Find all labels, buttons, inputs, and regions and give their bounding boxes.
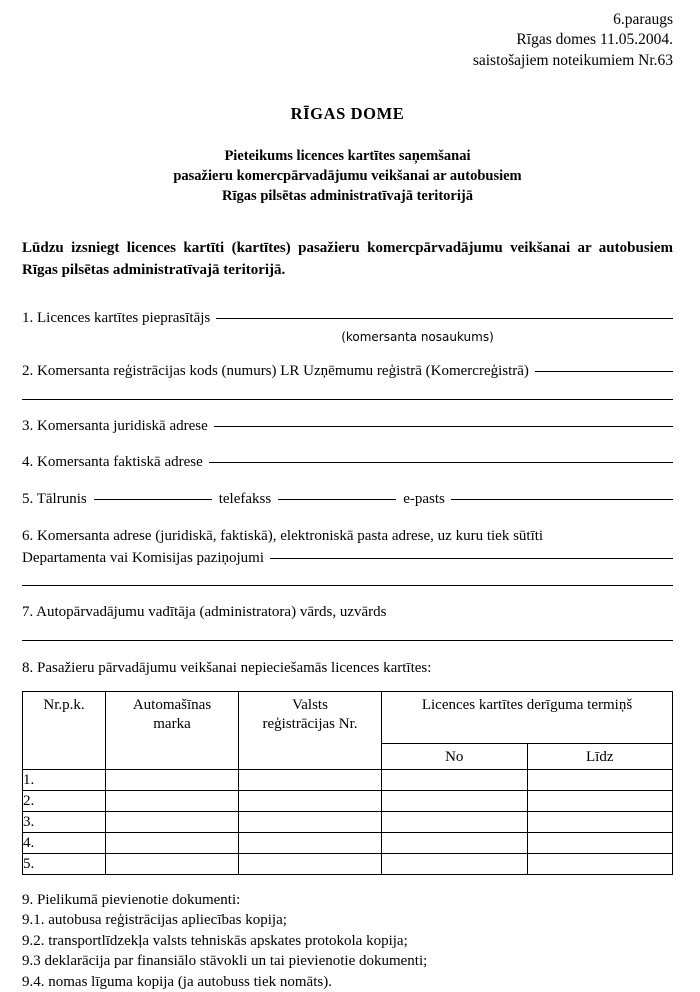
table-cell-registration-number[interactable]	[239, 833, 382, 854]
field-item-5-fax-label: telefakss	[218, 490, 272, 507]
field-item-7-input-line[interactable]	[22, 640, 673, 641]
field-item-5-label: 5. Tālrunis	[22, 490, 87, 507]
table-cell-validity-to[interactable]	[527, 854, 673, 875]
attachment-item: 9.4. nomas līguma kopija (ja autobuss tiek nomāts).	[22, 973, 332, 990]
table-cell-validity-from[interactable]	[382, 791, 528, 812]
table-row-number: 5.	[23, 854, 106, 875]
form-title	[22, 146, 673, 206]
table-row-number: 1.	[23, 770, 106, 791]
field-item-2	[22, 362, 673, 382]
field-item-6-line-1: 6. Komersanta adrese (juridiskā, faktiskā), elektroniskā pasta adrese, uz kuru tiek sūtīti	[22, 528, 544, 545]
reference-regulation-number: saistošajiem noteikumiem Nr.63	[472, 51, 673, 69]
table-cell-vehicle-make[interactable]	[106, 833, 239, 854]
table-cell-registration-number[interactable]	[239, 812, 382, 833]
table-cell-registration-number[interactable]	[239, 854, 382, 875]
table-row[interactable]	[23, 812, 673, 833]
reference-decision-date: Rīgas domes 11.05.2004.	[516, 31, 673, 49]
table-row[interactable]	[23, 854, 673, 875]
form-title-line-3: Rīgas pilsētas administratīvajā teritorijā	[222, 188, 473, 205]
organization-title: RĪGAS DOME	[290, 104, 405, 124]
field-item-5-email-label: e-pasts	[403, 490, 445, 507]
field-item-3-input-line[interactable]	[214, 426, 673, 427]
field-item-2-label: 2. Komersanta reģistrācijas kods (numurs) LR Uzņēmumu reģistrā (Komercreģistrā)	[22, 363, 529, 380]
field-item-5-email-input-line[interactable]	[451, 499, 673, 500]
table-cell-vehicle-make[interactable]	[106, 791, 239, 812]
table-cell-validity-to[interactable]	[527, 770, 673, 791]
table-cell-validity-from[interactable]	[382, 812, 528, 833]
table-header-vehicle-make	[106, 692, 239, 770]
table-cell-validity-to[interactable]	[527, 812, 673, 833]
table-cell-vehicle-make[interactable]	[106, 854, 239, 875]
reference-sample-number: 6.paraugs	[613, 11, 673, 28]
table-cell-registration-number[interactable]	[239, 770, 382, 791]
field-item-7-label: 7. Autopārvadājumu vadītāja (administratora) vārds, uzvārds	[22, 604, 387, 621]
table-header-validity-from: No	[382, 744, 528, 770]
field-item-4-input-line[interactable]	[209, 462, 673, 463]
table-body	[23, 770, 673, 875]
field-item-3-label: 3. Komersanta juridiskā adrese	[22, 417, 208, 434]
table-row-number: 3.	[23, 812, 106, 833]
form-title-line-2: pasažieru komercpārvadājumu veikšanai ar autobusiem	[173, 168, 522, 185]
table-cell-validity-from[interactable]	[382, 854, 528, 875]
field-item-6	[22, 526, 673, 586]
field-item-6-input-line[interactable]	[270, 558, 673, 559]
field-item-1-caption: (komersanta nosaukums)	[341, 330, 494, 345]
field-item-8	[22, 659, 673, 679]
attachments-section	[22, 890, 673, 992]
field-item-7	[22, 603, 673, 623]
attachment-item: 9.3 deklarācija par finansiālo stāvokli un tai pievienotie dokumenti;	[22, 953, 428, 970]
table-cell-validity-from[interactable]	[382, 770, 528, 791]
table-header-nr: Nr.p.k.	[23, 692, 106, 770]
table-cell-registration-number[interactable]	[239, 791, 382, 812]
form-title-line-1: Pieteikums licences kartītes saņemšanai	[224, 148, 471, 165]
table-header-validity-term: Licences kartītes derīguma termiņš	[382, 692, 673, 744]
attachments-title: 9. Pielikumā pievienotie dokumenti:	[22, 892, 241, 909]
table-row[interactable]	[23, 791, 673, 812]
table-header-row-main	[23, 692, 673, 744]
field-item-5	[22, 490, 673, 510]
field-item-4	[22, 453, 673, 473]
table-cell-vehicle-make[interactable]	[106, 770, 239, 791]
table-cell-validity-to[interactable]	[527, 791, 673, 812]
field-item-8-label: 8. Pasažieru pārvadājumu veikšanai nepieciešamās licences kartītes:	[22, 659, 432, 676]
table-header-registration-number	[239, 692, 382, 770]
attachment-item: 9.1. autobusa reģistrācijas apliecības kopija;	[22, 912, 287, 929]
field-item-2-continuation-line[interactable]	[22, 399, 673, 400]
table-header-registration-number-line-2: reģistrācijas Nr.	[262, 715, 358, 732]
licence-cards-table	[22, 691, 673, 875]
attachment-item: 9.2. transportlīdzekļa valsts tehniskās apskates protokola kopija;	[22, 932, 408, 949]
document-reference-header	[22, 10, 673, 71]
table-cell-validity-to[interactable]	[527, 833, 673, 854]
field-item-6-continuation-line[interactable]	[22, 585, 673, 586]
table-header-vehicle-make-line-1: Automašīnas	[132, 697, 212, 714]
table-cell-vehicle-make[interactable]	[106, 812, 239, 833]
table-row-number: 2.	[23, 791, 106, 812]
field-item-1-label: 1. Licences kartītes pieprasītājs	[22, 309, 211, 326]
field-item-2-input-line[interactable]	[535, 371, 673, 372]
table-header-vehicle-make-line-2: marka	[153, 715, 191, 732]
table-row-number: 4.	[23, 833, 106, 854]
field-item-1-input-line[interactable]	[216, 318, 673, 319]
field-item-6-line-2: Departamenta vai Komisijas paziņojumi	[22, 549, 265, 566]
table-cell-validity-from[interactable]	[382, 833, 528, 854]
table-head	[23, 692, 673, 770]
field-item-3	[22, 417, 673, 437]
table-header-registration-number-line-1: Valsts	[292, 697, 328, 714]
field-item-5-fax-input-line[interactable]	[278, 499, 396, 500]
table-row[interactable]	[23, 833, 673, 854]
field-item-5-phone-input-line[interactable]	[94, 499, 212, 500]
field-item-4-label: 4. Komersanta faktiskā adrese	[22, 454, 203, 471]
lead-paragraph: Lūdzu izsniegt licences kartīti (kartītes) pasažieru komercpārvadājumu veikšanai ar autobusiem Rīgas pilsētas administratīvajā teritorijā.	[22, 240, 673, 278]
field-item-1	[22, 309, 673, 329]
table-header-validity-to: Līdz	[527, 744, 673, 770]
table-row[interactable]	[23, 770, 673, 791]
